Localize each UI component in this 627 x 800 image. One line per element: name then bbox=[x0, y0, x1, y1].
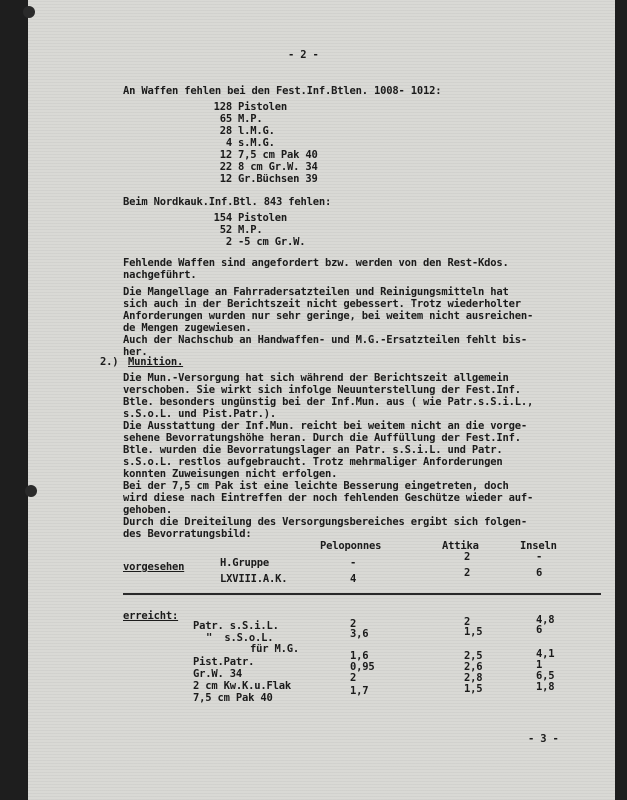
paragraph-line: Auch der Nachschub an Handwaffen- und M.G.-Ersatzteilen fehlt bis- bbox=[123, 334, 528, 346]
cell-value: 2,8 bbox=[464, 672, 483, 684]
cell-value: 4 bbox=[350, 573, 357, 585]
nordkauk-item: M.P. bbox=[238, 224, 263, 236]
cell-value: 1,6 bbox=[350, 650, 369, 662]
nordkauk-qty: 2 bbox=[225, 236, 232, 248]
munition-heading: Munition. bbox=[128, 356, 184, 368]
cell-value: 0,95 bbox=[350, 661, 375, 673]
waffen-item: l.M.G. bbox=[238, 125, 275, 137]
cell-value: 2 bbox=[350, 672, 357, 684]
cell-value: 2,5 bbox=[464, 650, 483, 662]
waffen-item: 7,5 cm Pak 40 bbox=[238, 149, 318, 161]
row-label: Pist.Patr. bbox=[193, 656, 255, 668]
munition-line: Btle. wurden die Bevorratungslager an Patr. s.S.i.L. und Patr. bbox=[123, 444, 503, 456]
cell-value: 2 bbox=[350, 618, 357, 630]
column-header: Inseln bbox=[520, 540, 557, 552]
munition-line: Durch die Dreiteilung des Versorgungsbereiches ergibt sich folgen- bbox=[123, 516, 528, 528]
cell-value: 2,6 bbox=[464, 661, 483, 673]
group-label-erreicht: erreicht: bbox=[123, 610, 179, 622]
cell-value: 6,5 bbox=[536, 670, 555, 682]
nordkauk-qty: 154 bbox=[213, 212, 232, 224]
cell-value: 2 bbox=[464, 567, 471, 579]
nordkauk-item: -5 cm Gr.W. bbox=[238, 236, 306, 248]
waffen-item: s.M.G. bbox=[238, 137, 275, 149]
row-label: 2 cm Kw.K.u.Flak bbox=[193, 680, 291, 692]
group-label-vorgesehen: vorgesehen bbox=[123, 561, 185, 573]
cell-value: 3,6 bbox=[350, 628, 369, 640]
waffen-qty: 28 bbox=[219, 125, 232, 137]
waffen-heading: An Waffen fehlen bei den Fest.Inf.Btlen. 1008- 1012: bbox=[123, 85, 442, 97]
punch-hole-middle bbox=[25, 485, 37, 497]
nordkauk-item: Pistolen bbox=[238, 212, 287, 224]
paragraph-line: her. bbox=[123, 346, 148, 358]
waffen-item: Pistolen bbox=[238, 101, 287, 113]
cell-value: - bbox=[350, 557, 357, 569]
munition-number: 2.) bbox=[100, 356, 119, 368]
punch-hole-top bbox=[23, 6, 35, 18]
waffen-qty: 22 bbox=[219, 161, 232, 173]
waffen-item: M.P. bbox=[238, 113, 263, 125]
paragraph-line: Die Mangellage an Fahrradersatzteilen und Reinigungsmitteln hat bbox=[123, 286, 509, 298]
paragraph-line: nachgeführt. bbox=[123, 269, 197, 281]
munition-line: des Bevorratungsbild: bbox=[123, 528, 252, 540]
nordkauk-qty: 52 bbox=[219, 224, 232, 236]
waffen-qty: 12 bbox=[219, 149, 232, 161]
cell-value: 1,5 bbox=[464, 683, 483, 695]
cell-value: 2 bbox=[464, 616, 471, 628]
waffen-qty: 128 bbox=[213, 101, 232, 113]
page-number-bottom: - 3 - bbox=[528, 733, 559, 745]
column-header: Attika bbox=[442, 540, 479, 552]
row-label: " s.S.o.L. bbox=[206, 632, 274, 644]
cell-value: 6 bbox=[536, 567, 543, 579]
cell-value: 1,7 bbox=[350, 685, 369, 697]
munition-line: Die Ausstattung der Inf.Mun. reicht bei weitem nicht an die vorge- bbox=[123, 420, 528, 432]
cell-value: 4,8 bbox=[536, 614, 555, 626]
table-divider bbox=[123, 593, 601, 595]
row-label: Patr. s.S.i.L. bbox=[193, 620, 279, 632]
waffen-qty: 4 bbox=[225, 137, 232, 149]
paragraph-line: sich auch in der Berichtszeit nicht gebessert. Trotz wiederholter bbox=[123, 298, 521, 310]
waffen-item: Gr.Büchsen 39 bbox=[238, 173, 318, 185]
munition-line: gehoben. bbox=[123, 504, 172, 516]
cell-value: - bbox=[536, 551, 543, 563]
cell-value: 1,8 bbox=[536, 681, 555, 693]
munition-line: Die Mun.-Versorgung hat sich während der Berichtszeit allgemein bbox=[123, 372, 509, 384]
waffen-item: 8 cm Gr.W. 34 bbox=[238, 161, 318, 173]
waffen-qty: 12 bbox=[219, 173, 232, 185]
munition-line: s.S.o.L. und Pist.Patr.). bbox=[123, 408, 277, 420]
nordkauk-heading: Beim Nordkauk.Inf.Btl. 843 fehlen: bbox=[123, 196, 332, 208]
munition-line: wird diese nach Eintreffen der noch fehlenden Geschütze wieder auf- bbox=[123, 492, 534, 504]
waffen-qty: 65 bbox=[219, 113, 232, 125]
munition-line: s.S.o.L. restlos aufgebraucht. Trotz mehrmaliger Anforderungen bbox=[123, 456, 503, 468]
column-header: Peloponnes bbox=[320, 540, 382, 552]
cell-value: 1 bbox=[536, 659, 543, 671]
munition-line: Bei der 7,5 cm Pak ist eine leichte Besserung eingetreten, doch bbox=[123, 480, 509, 492]
munition-line: Btle. besonders ungünstig bei der Inf.Mun. aus ( wie Patr.s.S.i.L., bbox=[123, 396, 534, 408]
cell-value: 1,5 bbox=[464, 626, 483, 638]
paragraph-line: Anforderungen wurden nur sehr geringe, bei weitem nicht ausreichen- bbox=[123, 310, 534, 322]
cell-value: 4,1 bbox=[536, 648, 555, 660]
munition-line: sehene Bevorratungshöhe heran. Durch die Auffüllung der Fest.Inf. bbox=[123, 432, 521, 444]
paragraph-line: de Mengen zugewiesen. bbox=[123, 322, 252, 334]
row-label: LXVIII.A.K. bbox=[220, 573, 288, 585]
row-label: für M.G. bbox=[250, 643, 299, 655]
munition-line: konnten Zuweisungen nicht erfolgen. bbox=[123, 468, 338, 480]
row-label: H.Gruppe bbox=[220, 557, 269, 569]
cell-value: 2 bbox=[464, 551, 471, 563]
row-label: Gr.W. 34 bbox=[193, 668, 242, 680]
document-page bbox=[28, 0, 615, 800]
row-label: 7,5 cm Pak 40 bbox=[193, 692, 273, 704]
paragraph-line: Fehlende Waffen sind angefordert bzw. werden von den Rest-Kdos. bbox=[123, 257, 509, 269]
cell-value: 6 bbox=[536, 624, 543, 636]
munition-line: verschoben. Sie wirkt sich infolge Neuunterstellung der Fest.Inf. bbox=[123, 384, 521, 396]
page-number-top: - 2 - bbox=[288, 49, 319, 61]
